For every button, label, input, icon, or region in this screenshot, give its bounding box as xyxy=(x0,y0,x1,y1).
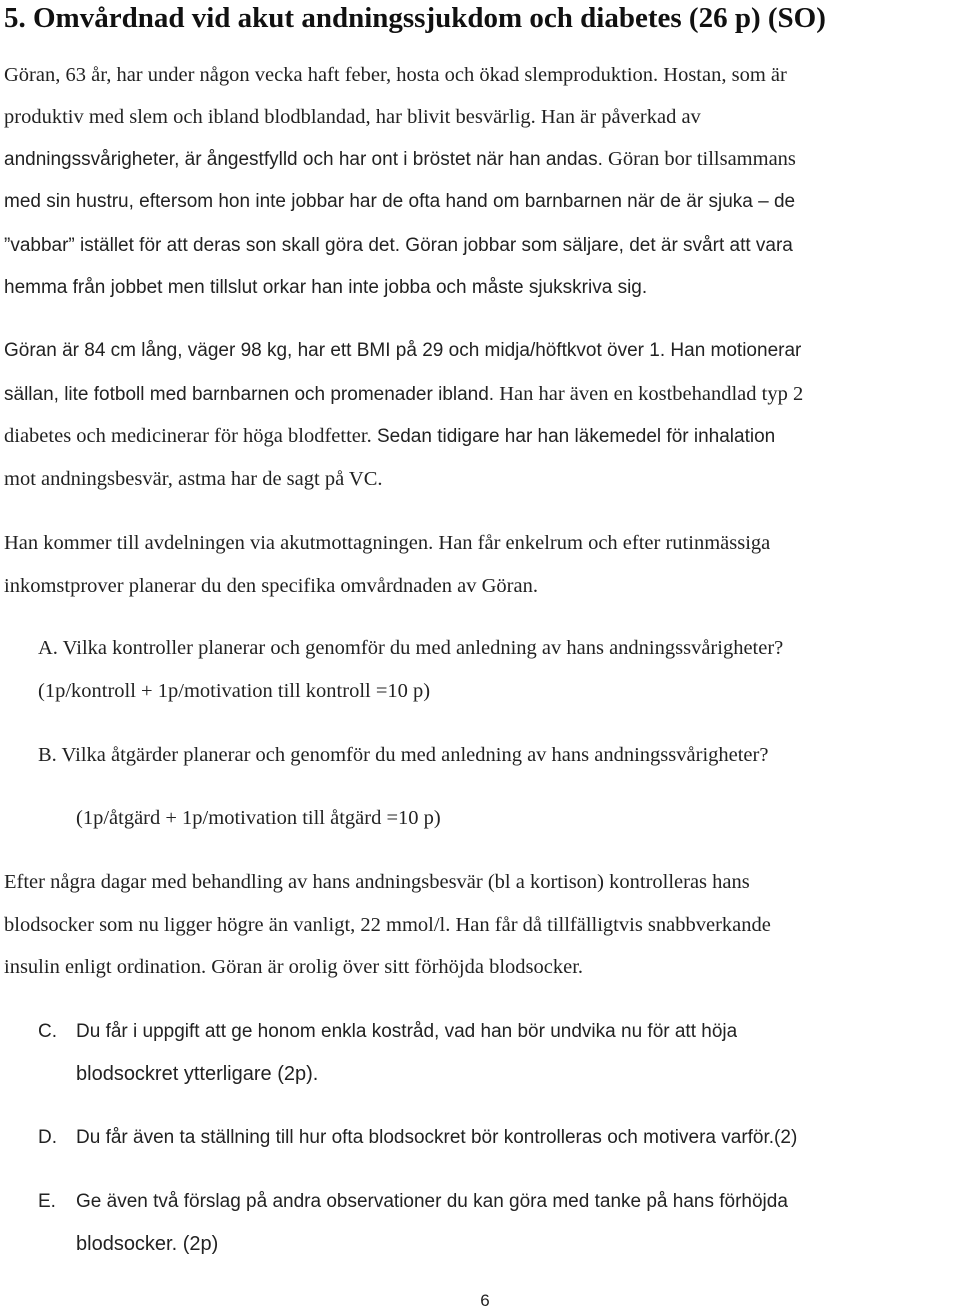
paragraph-1-line-5 xyxy=(4,224,793,266)
paragraph-1-line-3 xyxy=(4,138,796,180)
section-heading: 5. Omvårdnad vid akut andningssjukdom och diabetes (26 p) (SO) xyxy=(4,2,826,34)
paragraph-1-line-3-a: andningssvårigheter, är ångestfylld och har ont i bröstet när han andas. xyxy=(4,149,603,170)
paragraph-2-line-2-b: Han har även en kostbehandlad typ 2 xyxy=(494,383,804,405)
paragraph-1-line-5-a: ”vabbar” istället för att deras son skall göra det. xyxy=(4,235,401,256)
paragraph-1-line-5-b: Göran jobbar som säljare, det är svårt att vara xyxy=(400,235,793,256)
paragraph-3-line-2: inkomstprover planerar du den specifika omvårdnaden av Göran. xyxy=(4,575,538,597)
paragraph-2-line-2 xyxy=(4,373,803,415)
page-number: 6 xyxy=(480,1291,490,1310)
paragraph-4-line-2: blodsocker som nu ligger högre än vanligt, 22 mmol/l. Han får då tillfälligtvis snabbverkande xyxy=(4,914,771,936)
paragraph-1-line-1: Göran, 63 år, har under någon vecka haft feber, hosta och ökad slemproduktion. Hostan, som är xyxy=(4,64,787,86)
question-d-label: D. xyxy=(38,1127,57,1148)
paragraph-1-line-6: hemma från jobbet men tillslut orkar han inte jobba och måste sjukskriva sig. xyxy=(4,277,648,298)
question-a-points: (1p/kontroll + 1p/motivation till kontroll =10 p) xyxy=(38,680,431,702)
paragraph-3-line-1: Han kommer till avdelningen via akutmottagningen. Han får enkelrum och efter rutinmässiga xyxy=(4,532,771,554)
paragraph-2-line-1: Göran är 84 cm lång, väger 98 kg, har ett BMI på 29 och midja/höftkvot över 1. Han motionerar xyxy=(4,340,802,361)
paragraph-2-line-3-a: diabetes och medicinerar för höga blodfetter. xyxy=(4,425,372,447)
paragraph-2-line-4: mot andningsbesvär, astma har de sagt på VC. xyxy=(4,468,383,490)
paragraph-2-line-2-a: sällan, lite fotboll med barnbarnen och promenader ibland. xyxy=(4,384,495,405)
paragraph-4-line-1: Efter några dagar med behandling av hans andningsbesvär (bl a kortison) kontrolleras hans xyxy=(4,871,750,893)
question-d xyxy=(38,1116,797,1158)
question-c-line-2: blodsockret ytterligare (2p). xyxy=(76,1063,319,1085)
question-e-line-1: Ge även två förslag på andra observationer du kan göra med tanke på hans förhöjda xyxy=(76,1191,788,1212)
question-e xyxy=(38,1180,788,1222)
paragraph-4-line-3: insulin enligt ordination. Göran är orolig över sitt förhöjda blodsocker. xyxy=(4,956,584,978)
paragraph-1-line-2: produktiv med slem och ibland blodblandad, har blivit besvärlig. Han är påverkad av xyxy=(4,106,701,128)
question-e-line-2: blodsocker. (2p) xyxy=(76,1233,219,1255)
question-c-line-1: Du får i uppgift att ge honom enkla kostråd, vad han bör undvika nu för att höja xyxy=(76,1021,738,1042)
question-a: A. Vilka kontroller planerar och genomför du med anledning av hans andningssvårigheter? xyxy=(38,637,784,659)
paragraph-2-line-3-b: Sedan tidigare har han läkemedel för inhalation xyxy=(371,426,776,447)
question-c xyxy=(38,1010,737,1052)
question-c-label: C. xyxy=(38,1021,57,1042)
question-b-points: (1p/åtgärd + 1p/motivation till åtgärd =10 p) xyxy=(76,807,441,829)
question-d-line-1: Du får även ta ställning till hur ofta blodsockret bör kontrolleras och motivera varför.(2) xyxy=(76,1127,798,1148)
paragraph-2-line-3 xyxy=(4,415,775,457)
question-b: B. Vilka åtgärder planerar och genomför du med anledning av hans andningssvårigheter? xyxy=(38,744,769,766)
paragraph-1-line-4: med sin hustru, eftersom hon inte jobbar har de ofta hand om barnbarnen när de är sjuka – de xyxy=(4,191,796,212)
question-e-label: E. xyxy=(38,1191,56,1212)
paragraph-1-line-3-b: Göran bor tillsammans xyxy=(602,148,796,170)
